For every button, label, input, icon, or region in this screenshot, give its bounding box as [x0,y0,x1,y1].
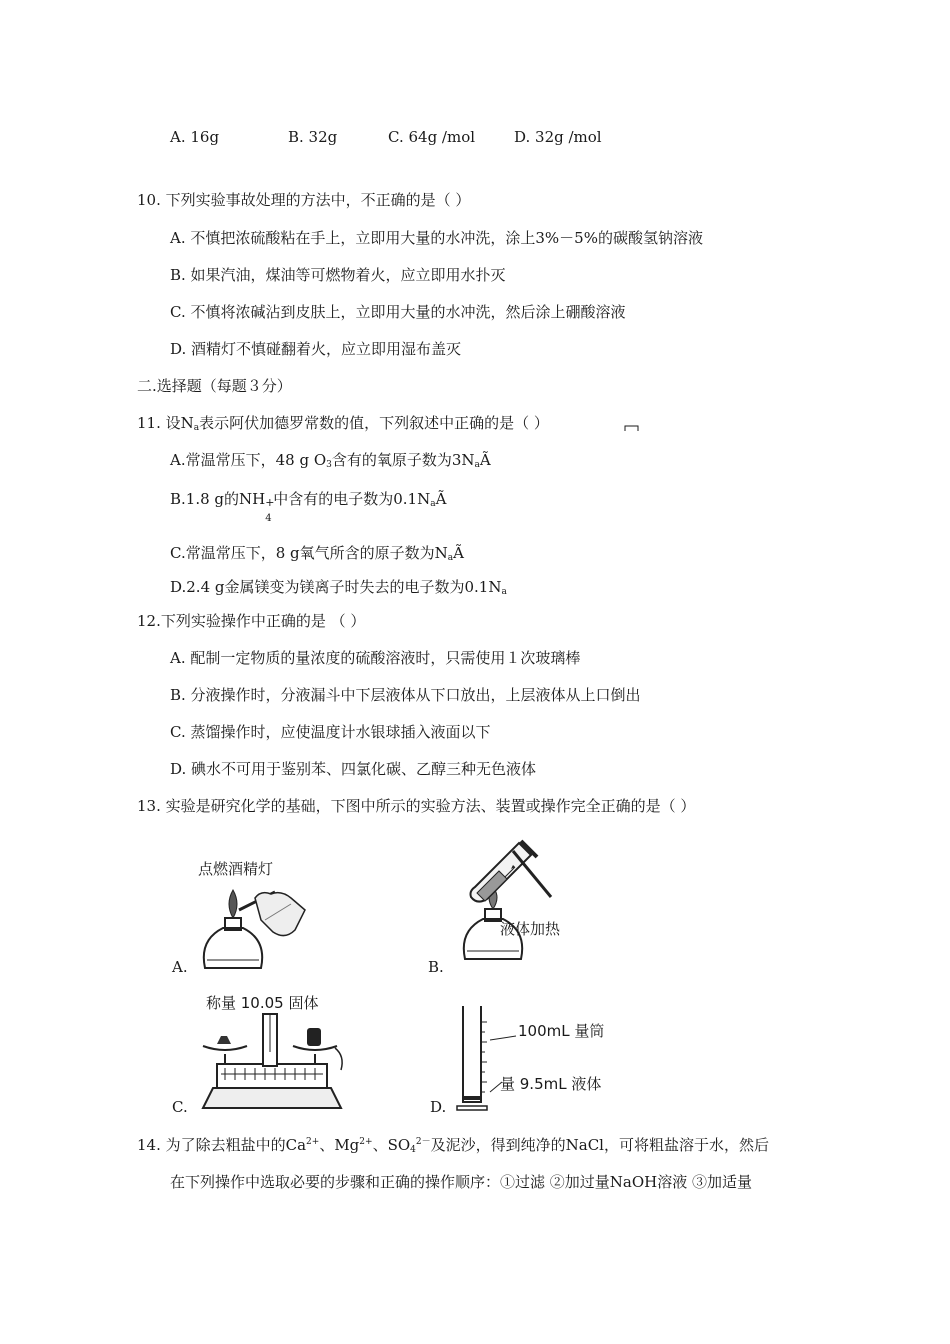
q11-d-sub: a [501,587,507,597]
q9-option-b: B. 32g [288,128,338,146]
q14-sup-ca: 2+ [306,1137,320,1147]
q12-option-c: C. 蒸馏操作时，应使温度计水银球插入液面以下 [170,723,491,741]
q11-stem-text-b: 表示阿伏加德罗常数的值，下列叙述中正确的是（ ） [199,414,549,432]
q14-text-a: 14. 为了除去粗盐中的Ca [137,1136,307,1154]
q12-option-d: D. 碘水不可用于鉴别苯、四氯化碳、乙醇三种无色液体 [170,760,537,778]
q11-option-a [170,450,491,475]
graduated-cylinder-icon [455,1002,495,1114]
q11-a-mid: 含有的氧原子数为3N [331,451,475,469]
q10-option-c: C. 不慎将浓碱沾到皮肤上，立即用大量的水冲洗，然后涂上硼酸溶液 [170,303,626,321]
fig-b-label: B. [428,958,444,976]
q13-stem: 13. 实验是研究化学的基础，下图中所示的实验方法、装置或操作完全正确的是（ ） [137,797,696,815]
q11-b-mid: 中含有的电子数为0.1N [273,490,431,508]
q14-sub-so4: 4 [410,1145,416,1155]
q11-b-four: 4 [265,513,272,524]
q14-text-d: 及泥沙，得到纯净的NaCl，可将粗盐溶于水，然后 [430,1136,769,1154]
q14-line-1 [137,1132,769,1160]
q11-a-tail: Ã [479,451,491,469]
q11-b-pre: B.1.8 g的NH [170,490,266,508]
q10-option-a: A. 不慎把浓硫酸粘在手上，立即用大量的水冲洗，涂上3%－5%的碳酸氢钠溶液 [170,229,703,247]
q14-sup-so4: 2－ [415,1137,431,1147]
q11-a-sub2: a [474,460,480,470]
fig-a-caption: 点燃酒精灯 [198,860,274,878]
alcohol-lamp-lighting-icon [195,880,325,975]
q11-c-sub: a [447,553,454,563]
q10-option-b: B. 如果汽油，煤油等可燃物着火，应立即用水扑灭 [170,266,506,284]
q9-option-c: C. 64g /mol [388,128,476,146]
q10-option-d: D. 酒精灯不慎碰翻着火，应立即用湿布盖灭 [170,340,462,358]
q9-option-d: D. 32g /mol [514,128,602,146]
q11-option-b [170,489,447,524]
q11-stem [137,413,549,438]
q9-option-a: A. 16g [170,128,220,146]
q14-text-c: 、SO [372,1136,411,1154]
balance-scale-icon [195,1008,355,1112]
q11-c-pre: C.常温常压下，8 g氧气所含的原子数为N [170,544,448,562]
fig-d-caption-volume: 量 9.5mL 液体 [500,1075,602,1093]
fig-c-caption: 称量 10.05 固体 [206,994,319,1012]
q12-option-a: A. 配制一定物质的量浓度的硫酸溶液时，只需使用１次玻璃棒 [170,649,581,667]
q11-option-d [170,577,507,602]
q10-stem: 10. 下列实验事故处理的方法中，不正确的是（ ） [137,191,471,209]
fig-b-caption: 液体加热 [500,920,561,938]
q11-b-tail: Ã [435,490,447,508]
test-tube-heating-icon [455,835,615,975]
bracket-mark-icon [624,424,640,432]
q11-a-pre: A.常温常压下，48 g O [170,451,327,469]
q11-b-sub: a [430,499,436,509]
q11-option-c [170,543,464,568]
fig-a-label: A. [172,958,188,976]
fig-d-caption-cylinder: 100mL 量筒 [518,1022,605,1040]
q11-stem-sub: a [193,423,200,433]
fig-d-label: D. [430,1098,447,1116]
q14-sup-mg: 2+ [359,1137,373,1147]
q11-a-sub: 3 [326,460,332,470]
q11-b-plus: + [265,496,275,509]
q12-option-b: B. 分液操作时，分液漏斗中下层液体从下口放出，上层液体从上口倒出 [170,686,641,704]
q14-line-2: 在下列操作中选取必要的步骤和正确的操作顺序：①过滤 ②加过量NaOH溶液 ③加适量 [170,1173,752,1191]
q11-d-pre: D.2.4 g金属镁变为镁离子时失去的电子数为0.1N [170,578,502,596]
q12-stem: 12.下列实验操作中正确的是 （ ） [137,612,366,630]
q11-stem-text-a: 11. 设N [137,414,194,432]
q11-b-ion-marks [265,489,275,524]
fig-c-label: C. [172,1098,188,1116]
section-heading: 二.选择题（每题３分） [137,377,292,395]
q11-c-tail: Ã [453,544,464,562]
pointer-lines-icon [490,1036,520,1096]
q14-text-b: 、Mg [319,1136,360,1154]
